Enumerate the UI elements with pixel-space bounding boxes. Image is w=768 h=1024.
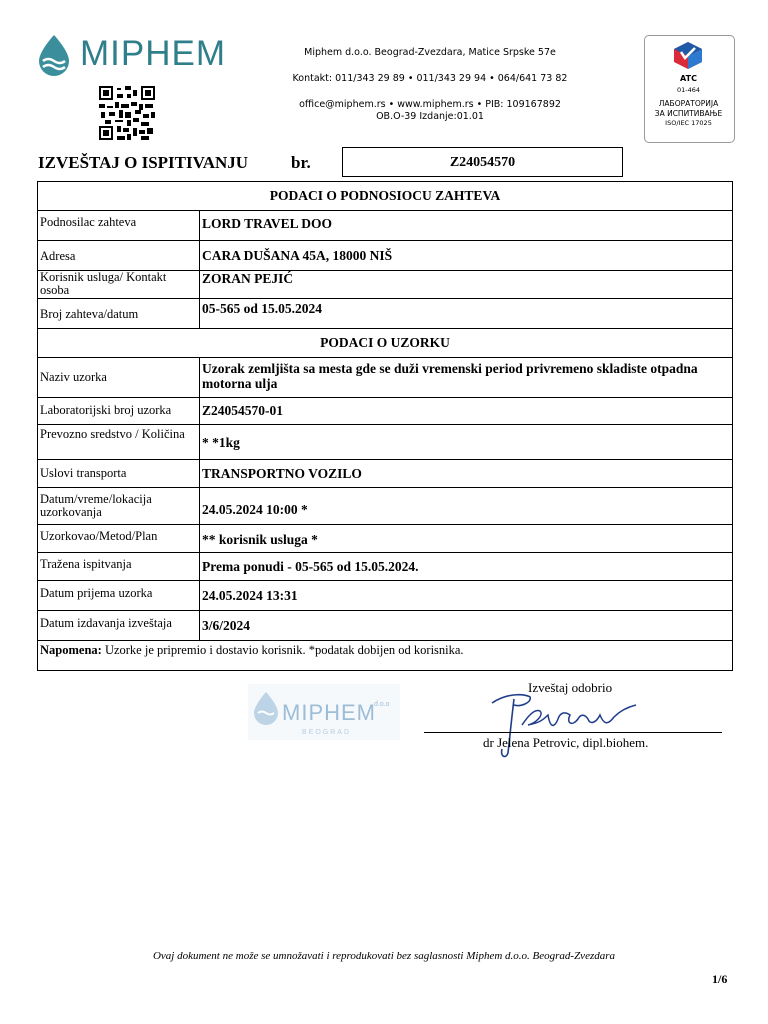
table-row [38,358,733,398]
table-row [38,299,733,329]
accreditation-standard: ISO/IEC 17025 [665,119,712,127]
row-label: Adresa [38,241,200,271]
row-value: 3/6/2024 [200,611,733,641]
signer-name: dr Jelena Petrovic, dipl.biohem. [483,735,649,750]
row-label: Korisnik usluga/ Kontakt osoba [38,271,200,299]
table-row [38,460,733,488]
table-row [38,425,733,460]
accreditation-label: ATC [680,74,697,83]
section-applicant-heading: PODACI O PODNOSIOCU ZAHTEVA [38,182,733,211]
report-title: IZVEŠTAJ O ISPITIVANJU [38,153,249,172]
table-row [38,525,733,553]
row-label: Podnosilac zahteva [38,211,200,241]
company-contact: Kontakt: 011/343 29 89 • 011/343 29 94 • 064/641 73 82 [292,73,568,84]
signature-line [424,732,722,733]
note-text: Uzorke je pripremio i dostavio korisnik. *podatak dobijen od korisnika. [101,643,464,657]
row-label: Datum prijema uzorka [38,581,200,611]
row-label: Tražena ispitvanja [38,553,200,581]
row-value: LORD TRAVEL DOO [200,211,733,241]
section-sample-heading: PODACI O UZORKU [38,329,733,358]
row-label: Broj zahteva/datum [38,299,200,329]
note-cell [38,641,733,671]
company-address: Miphem d.o.o. Beograd-Zvezdara, Matice Srpske 57e [304,47,556,58]
table-row [38,241,733,271]
row-label: Uzorkovao/Metod/Plan [38,525,200,553]
accreditation-line1: ЛАБОРАТОРИЈА [658,99,719,108]
row-value: 05-565 od 15.05.2024 [200,299,733,329]
row-label: Naziv uzorka [38,358,200,398]
row-value: ** korisnik usluga * [200,525,733,553]
table-row [38,553,733,581]
accreditation-number: 01-464 [676,86,701,94]
row-label: Uslovi transporta [38,460,200,488]
row-value: * *1kg [200,425,733,460]
miphem-logo-icon [35,33,73,77]
company-stamp [248,684,400,740]
table-row [38,581,733,611]
atc-logo-icon [672,40,704,70]
row-value: ZORAN PEJIĆ [200,271,733,299]
footer-disclaimer: Ovaj dokument ne može se umnožavati i reprodukovati bez saglasnosti Miphem d.o.o. Beograd-Zvezdara [152,950,616,962]
qr-code-icon [99,86,155,140]
table-row [38,271,733,299]
row-value: Uzorak zemljišta sa mesta gde se duži vremenski period privremeno skladiste otpadna motorna ulja [200,358,733,398]
note-row [38,641,733,671]
row-label: Prevozno sredstvo / Količina [38,425,200,460]
stamp-text: MIPHEM [282,700,376,725]
report-number: Z24054570 [342,147,623,177]
document-code: OB.O-39 Izdanje:01.01 [376,111,484,122]
row-value: Z24054570-01 [200,398,733,425]
company-logo-text: MIPHEM [80,34,226,73]
table-row [38,398,733,425]
row-label: Datum izdavanja izveštaja [38,611,200,641]
company-email: office@miphem.rs • www.miphem.rs • PIB: 109167892 [299,99,561,110]
table-row [38,211,733,241]
table-row [38,488,733,525]
row-label: Datum/vreme/lokacija uzorkovanja [38,488,200,525]
row-value: TRANSPORTNO VOZILO [200,460,733,488]
row-value: 24.05.2024 10:00 * [200,488,733,525]
accreditation-line2: ЗА ИСПИТИВАЊЕ [654,109,723,118]
row-value: CARA DUŠANA 45A, 18000 NIŠ [200,241,733,271]
stamp-suffix: d.o.o [374,701,390,708]
row-label: Laboratorijski broj uzorka [38,398,200,425]
table-row [38,611,733,641]
signature [480,685,650,763]
approved-label: Izveštaj odobrio [528,680,613,695]
page-number: 1/6 [712,972,728,986]
row-value: 24.05.2024 13:31 [200,581,733,611]
stamp-city: BEOGRAD [302,729,352,736]
row-value: Prema ponudi - 05-565 od 15.05.2024. [200,553,733,581]
note-label: Napomena: [40,643,102,657]
report-number-label: br. [291,153,311,172]
report-table [37,181,733,671]
